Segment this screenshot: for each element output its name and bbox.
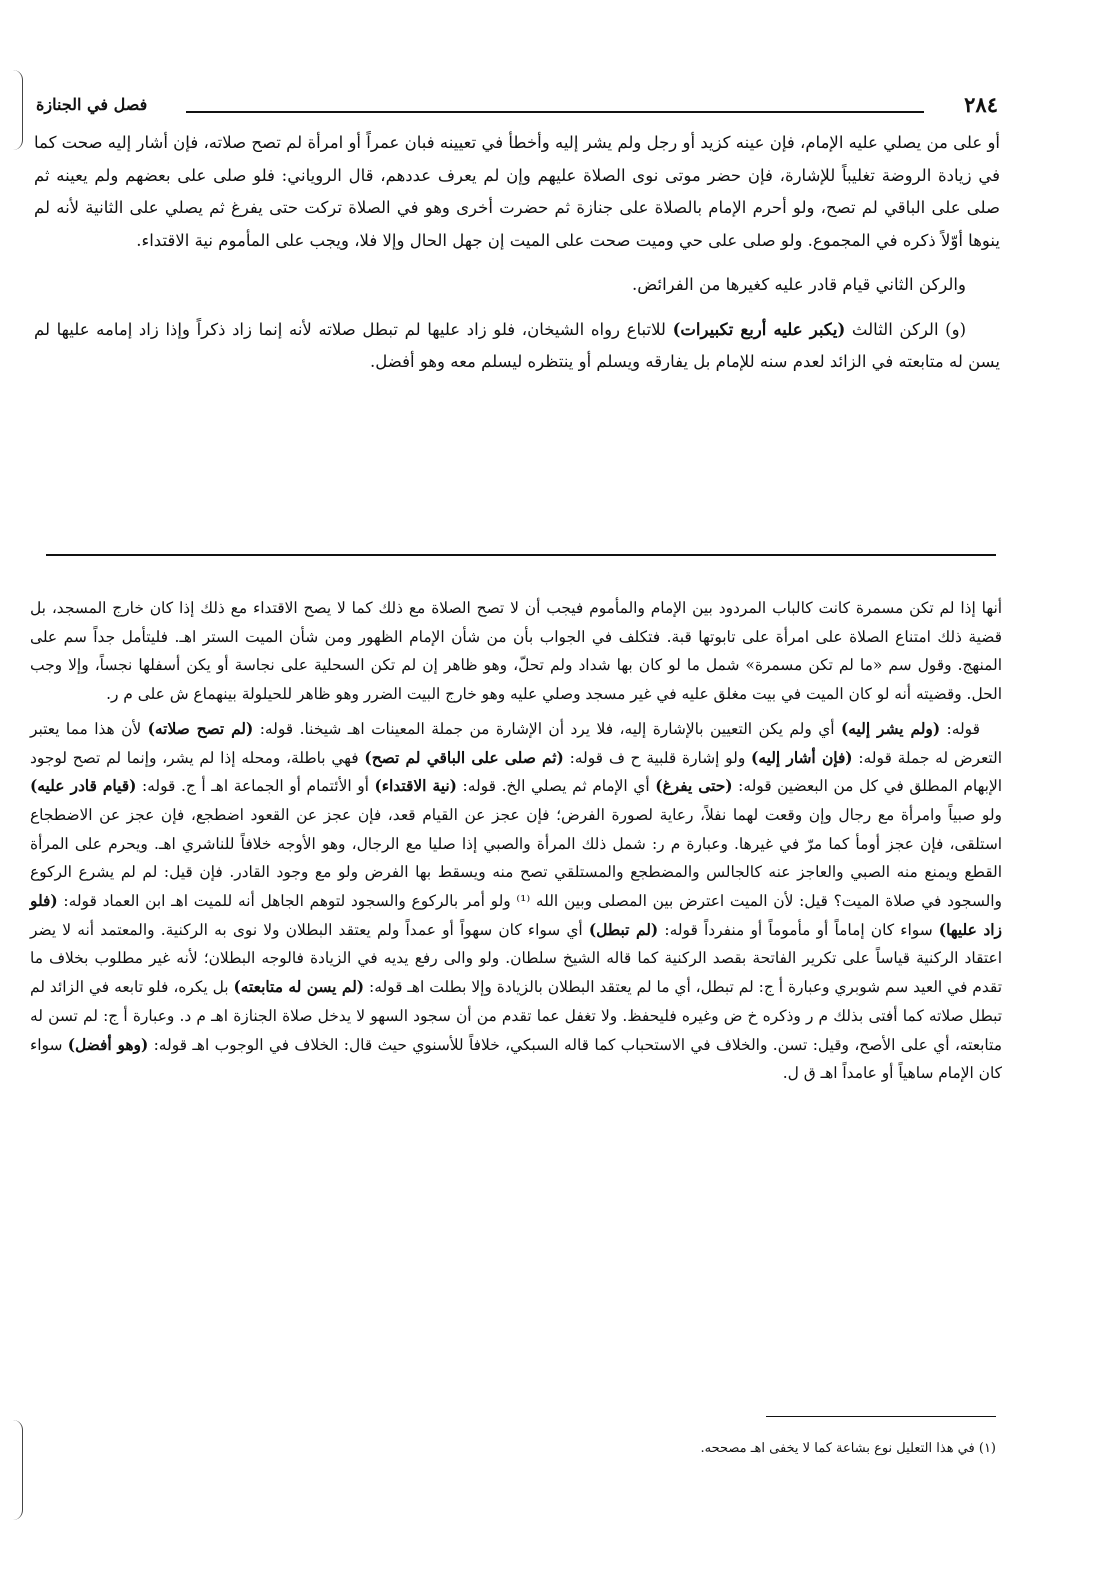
commentary-paragraph: أنها إذا لم تكن مسمرة كانت كالباب المردود بين الإمام والمأموم فيجب أن لا تصح الصلاة مع ذلك كما لا يصح الاقتداء مع ذلك إذا كان خارج المسجد، بل قضية ذلك امتناع الصلاة على امرأة على تابوتها قبة. فتكلف في الجواب بأن من شأن الإمام الظهور ومن شأن الميت الستر اهـ. فليتأمل جداً سم على المنهج. وقول سم «ما لم تكن مسمرة» شمل ما لو كان بها شداد ولم تحلّ، وهو ظاهر إن لم تكن السحلية على نجاسة أو يكن أسفلها نجساً، وإلا وجب الحل. وقضيته أنه لو كان الميت في بيت مغلق عليه في غير مسجد وصلي عليه وهو خارج البيت الضرر وهو ظاهر للحيلولة بينهماع ش على م ر.: [30, 599, 1002, 704]
running-title: فصل في الجنازة: [36, 95, 148, 114]
main-paragraph: أو على من يصلي عليه الإمام، فإن عينه كزيد أو رجل ولم يشر إليه وأخطأ في تعيينه فبان عمراً أو امرأة لم تصح صلاته، فإن أشار إليه صحت كما في زيادة الروضة تغليباً للإشارة، فإن حضر موتى نوى الصلاة عليهم وإن لم يعرف عددهم، قال الروياني: فلو صلى على بعضهم ولم يعينه ثم صلى على الباقي لم تصح، ولو أحرم الإمام بالصلاة على جنازة ثم حضرت أخرى وهو في الصلاة تركت حتى يفرغ ثم يصلي على الثانية لأنه لم ينوها أوّلاً ذكره في المجموع. ولو صلى على حي وميت صحت على الميت إن جهل الحال وإلا فلا، ويجب على المأموم نية الاقتداء.: [34, 133, 1000, 250]
text-run: ولو إشارة قلبية ح ف قوله:: [563, 748, 752, 767]
text-run: (و) الركن الثالث: [845, 319, 967, 339]
commentary: [30, 594, 1002, 1094]
text-run: قوله:: [940, 719, 980, 738]
text-run: فهي باطلة، ومحله إذا لم يشر، وإنما لم تصح لوجود الإبهام المطلق في كل من البعضين قوله:: [30, 748, 1003, 796]
bold-quote: (وهو أفضل): [67, 1035, 149, 1054]
text-run: أي سواء كان سهواً أو عمداً ولم يعتقد البطلان ولا نوى به الركنية. والمعتمد أنه لا يضر اعتقاد الركنية قياساً على تكرير الفاتحة بقصد الركنية كما قاله الشيخ سلطان. ولو والى رفع يديه في الزيادة فالوجه البطلان؛ لأنه غير مطلوب بخلاف ما تقدم في العيد سم شوبري وعبارة أ ج: لم تبطل، أي ما لم يعتقد البطلان بالزيادة وإلا بطلت اهـ قوله:: [30, 920, 1002, 997]
text-run: أو الأئتمام أو الجماعة اهـ أ ج. قوله:: [136, 777, 375, 796]
footnotes: [300, 1438, 996, 1460]
bold-quote: (لم تبطل): [588, 920, 659, 939]
text-run: بل يكره، فلو تابعه في الزائد لم تبطل صلاته كما أفتى بذلك م ر وذكره خ ض وغيره فليحفظ. ولا تغفل عما تقدم من أن سجود السهو لا يدخل صلاة الجنازة اهـ م د. وعبارة أ ج: لم تسن له متابعته، أي على الأصح، وقيل: تسن. والخلاف في الاستحباب كما قاله السبكي، خلافاً للأسنوي حيث قال: الخلاف في الوجوب اهـ قوله:: [30, 978, 1002, 1054]
footnote: (١) في هذا التعليل نوع بشاعة كما لا يخفى اهـ مصححه.: [700, 1441, 996, 1456]
text-run: للاتباع رواه الشيخان، فلو زاد عليها لم تبطل صلاته لأنه إنما زاد ذكراً وإذا زاد إمامه عليها لم يسن له متابعته في الزائد لعدم سنه للإمام بل يفارقه ويسلم أو ينتظره ليسلم معه وهو أفضل.: [34, 319, 1000, 371]
main-paragraph: والركن الثاني قيام قادر عليه كغيرها من الفرائض.: [632, 275, 966, 294]
scan-edge-mark: [0, 1420, 23, 1520]
bold-quote: (لم تصح صلاته): [147, 719, 254, 738]
text-run: سواء كان الإمام ساهياً أو عامداً اهـ ق ل.: [30, 1035, 1002, 1083]
bold-quote: (فلو زاد عليها): [30, 892, 1002, 939]
bold-quote: (لم يسن له متابعته): [233, 978, 365, 997]
bold-quote: (ثم صلى على الباقي لم تصح): [364, 748, 564, 767]
text-run: أي الإمام ثم يصلي الخ. قوله:: [456, 777, 656, 796]
commentary-paragraph: [30, 715, 1002, 1088]
text-run: أي ولم يكن التعيين بالإشارة إليه، فلا يرد أن الإشارة من جملة المعينات اهـ شيخنا. قوله:: [253, 719, 841, 738]
bold-quote: (حتى يفرغ): [655, 777, 733, 796]
main-paragraph: [34, 314, 1000, 379]
page-number: ٢٨٤: [964, 92, 998, 117]
text-run: سواء كان إماماً أو مأموماً أو منفرداً قوله:: [658, 920, 939, 939]
footnote-rule: [766, 1416, 996, 1417]
bold-quote: (نية الاقتداء): [374, 777, 457, 796]
scan-edge-mark: [0, 70, 23, 150]
text-run: لأن هذا مما يعتبر التعرض له جملة قوله:: [30, 719, 1002, 767]
header-rule: [186, 111, 924, 113]
section-divider: [46, 554, 996, 556]
bold-quote: (يكبر عليه أربع تكبيرات): [672, 319, 846, 339]
page-header: [36, 92, 998, 122]
text-run: ولو صبياً وامرأة مع رجال وإن وقعت لهما نفلاً، رعاية لصورة الفرض؛ فإن عجز عن القيام قعد، فإن عجز عن القعود اضطجع، فإن عجز عن الاضطجاع استلقى، فإن عجز أومأ كما مرّ في غيرها. وعبارة م ر: شمل ذلك المرأة والصبي إذا صليا مع الرجال، وهو الأوجه خلافاً للناشري اهـ. ويحرم على المرأة القطع ويمنع منه الصبي والعاجز عنه كالجالس والمضطجع والمستلقي تصح منه ويسقط بها الفرض ولو مع وجود القادر. فإن قيل: لم لم يشرع الركوع والسجود في صلاة الميت؟ قيل: لأن الميت اعترض بين المصلى وبين الله ⁽¹⁾ ولو أمر بالركوع والسجود لتوهم الجاهل أنه للميت اهـ ابن العماد قوله:: [30, 805, 1002, 911]
bold-quote: (قيام قادر عليه): [30, 777, 137, 796]
bold-quote: (فإن أشار إليه): [751, 748, 853, 767]
bold-quote: (ولم يشر إليه): [841, 719, 941, 738]
main-text: [34, 127, 1000, 391]
